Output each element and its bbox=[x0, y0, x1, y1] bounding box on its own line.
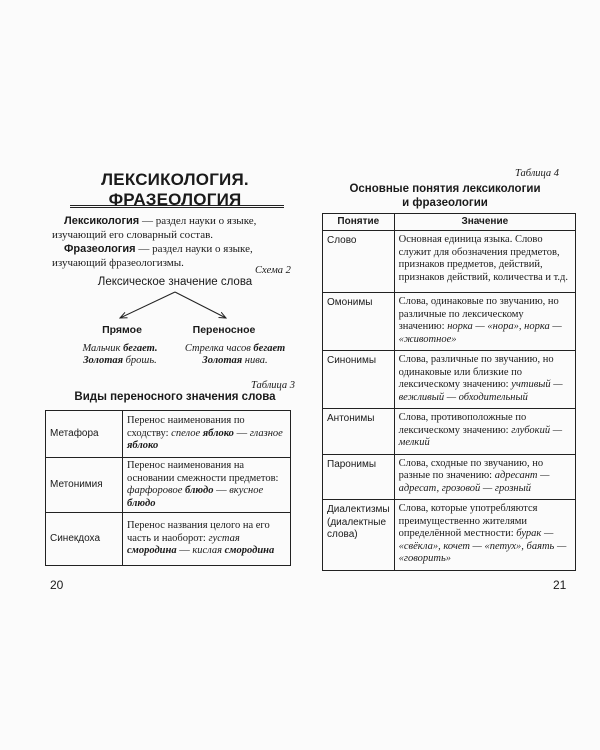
example-text: спелое bbox=[171, 427, 203, 439]
right-page bbox=[300, 0, 600, 750]
description-text: Слова, которые употребляются преимущественно жителями определённой местности: bbox=[398, 503, 538, 539]
table-description bbox=[394, 351, 575, 409]
example-word: смородина bbox=[224, 545, 275, 557]
table-row bbox=[323, 351, 576, 409]
example-text: глубокий — мелкий bbox=[398, 424, 563, 448]
example-text: учтивый — вежливый — обходительный bbox=[398, 379, 563, 403]
example-figurative-1 bbox=[170, 343, 300, 354]
example-text: вкусное bbox=[229, 485, 264, 496]
table-row bbox=[323, 454, 576, 500]
schema-title: Лексическое значение слова bbox=[97, 276, 253, 288]
example-text: брошь. bbox=[123, 355, 157, 366]
definition-text: — раздел науки о языке, изучающий фразеологизмы. bbox=[52, 243, 253, 269]
table-description bbox=[394, 500, 575, 571]
table-title-line-1: Основные понятия лексикологии bbox=[349, 183, 541, 195]
column-header-meaning: Значение bbox=[394, 214, 575, 231]
example-text: кислая bbox=[192, 545, 225, 557]
title-line-2: ФРАЗЕОЛОГИЯ bbox=[108, 190, 242, 209]
description-text: Слова, сходные по звучанию, но разные по значению: bbox=[398, 457, 544, 481]
definition-term: Лексикология bbox=[64, 215, 140, 227]
figurative-meaning-table bbox=[45, 410, 291, 566]
description-text: Слова, противоположные по лексическому значению: bbox=[398, 412, 527, 436]
table-row bbox=[46, 513, 291, 566]
example-word: блюдо bbox=[127, 497, 156, 509]
dash: — bbox=[176, 545, 193, 557]
title-line-1: ЛЕКСИКОЛОГИЯ. bbox=[101, 170, 249, 189]
table-3-label: Таблица 3 bbox=[251, 380, 296, 391]
table-description bbox=[123, 458, 291, 513]
example-word: Золотая bbox=[202, 355, 243, 366]
example-text: глазное bbox=[249, 427, 283, 439]
dash: — bbox=[213, 485, 230, 496]
description-text: Перенос названия целого на его часть и наоборот: bbox=[127, 520, 270, 544]
table-term: Синекдоха bbox=[46, 513, 123, 566]
table-description bbox=[394, 454, 575, 500]
table-header-row bbox=[323, 214, 576, 231]
table-description bbox=[123, 513, 291, 566]
example-text: адресант — адресат, грозовой — грозный bbox=[398, 470, 550, 494]
table-row bbox=[323, 500, 576, 571]
table-description bbox=[394, 293, 575, 351]
table-title-line-2: и фразеологии bbox=[402, 197, 488, 209]
table-description bbox=[394, 231, 575, 293]
page-number: 20 bbox=[50, 578, 64, 592]
table-term: Омонимы bbox=[323, 293, 395, 351]
column-header-term: Понятие bbox=[323, 214, 395, 231]
table-row bbox=[323, 231, 576, 293]
description-text: Слова, одинаковые по звучанию, но различные по лексическому значению: bbox=[398, 296, 559, 332]
example-text: нива. bbox=[242, 355, 268, 366]
example-word: бегает. bbox=[123, 343, 158, 354]
example-word: яблоко bbox=[127, 440, 159, 452]
example-text: Мальчик bbox=[82, 343, 124, 354]
example-text: густая bbox=[208, 532, 240, 544]
example-figurative-2 bbox=[170, 355, 300, 366]
description-text: Основная единица языка. Слово служит для обозначения предметов, признаков предметов, действий, признаков действий, количества и т.д. bbox=[398, 234, 568, 283]
example-word: смородина bbox=[127, 545, 177, 557]
description-text: Слова, различные по звучанию, но одинаковые или близкие по лексическому значению: bbox=[398, 354, 554, 390]
table-term: Метафора bbox=[46, 411, 123, 458]
branch-figurative: Переносное bbox=[192, 324, 256, 336]
table-row bbox=[323, 409, 576, 455]
table-term: Метонимия bbox=[46, 458, 123, 513]
table-row bbox=[46, 458, 291, 513]
example-direct-1 bbox=[55, 343, 185, 354]
table-term: Слово bbox=[323, 231, 395, 293]
example-text: норка — «нора», норка — «животное» bbox=[398, 321, 562, 345]
dash: — bbox=[233, 427, 250, 439]
concepts-table bbox=[322, 213, 576, 571]
table-row bbox=[323, 293, 576, 351]
example-text: фарфоровое bbox=[127, 485, 185, 496]
table-term: Паронимы bbox=[323, 454, 395, 500]
schema-label: Схема 2 bbox=[255, 265, 291, 276]
table-4-label: Таблица 4 bbox=[515, 168, 560, 179]
table-term: Диалектизмы (диалектные слова) bbox=[323, 500, 395, 571]
description-text: Перенос наименования на основании смежности предметов: bbox=[127, 460, 279, 484]
table-3-title: Виды переносного значения слова bbox=[74, 391, 276, 403]
table-term: Антонимы bbox=[323, 409, 395, 455]
table-description bbox=[123, 411, 291, 458]
table-term: Синонимы bbox=[323, 351, 395, 409]
example-direct-2 bbox=[55, 355, 185, 366]
arrow-to-direct bbox=[120, 292, 175, 318]
example-word: блюдо bbox=[184, 485, 214, 496]
definition-text: — раздел науки о языке, изучающий его словарный состав. bbox=[52, 215, 257, 241]
example-text: бурак — «свёкла», кочет — «петух», баять — «говорить» bbox=[398, 528, 567, 564]
schema-arrows bbox=[0, 0, 300, 400]
table-row bbox=[46, 411, 291, 458]
example-word: яблоко bbox=[202, 427, 234, 439]
description-text: Перенос наименования по сходству: bbox=[127, 415, 245, 439]
example-text: Стрелка часов bbox=[184, 343, 254, 354]
page-number: 21 bbox=[553, 578, 567, 592]
table-4-title bbox=[320, 182, 570, 210]
definition-term: Фразеология bbox=[64, 243, 136, 255]
example-word: Золотая bbox=[83, 355, 124, 366]
example-word: бегает bbox=[253, 343, 286, 354]
arrow-to-figurative bbox=[175, 292, 226, 318]
table-description bbox=[394, 409, 575, 455]
branch-direct: Прямое bbox=[102, 324, 142, 336]
